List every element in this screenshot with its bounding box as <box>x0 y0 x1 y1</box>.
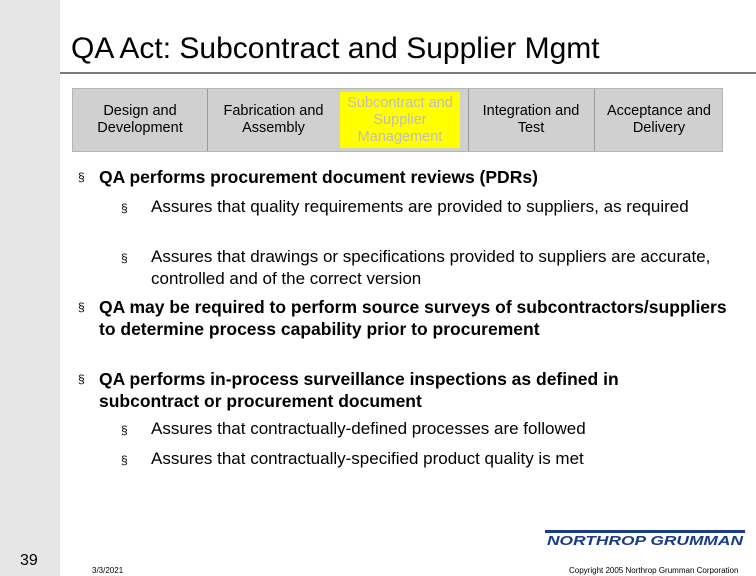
page-number: 39 <box>20 552 38 569</box>
phase-subcontract-supplier-management: Subcontract and Supplier Management <box>340 92 460 148</box>
phase-design-development: Design and Development <box>97 103 183 136</box>
sub-bullet-drawings-specifications: Assures that drawings or specifications provided to suppliers are accurate, controlled and of the correct version <box>151 247 711 288</box>
phase-bar <box>72 88 723 152</box>
left-sidebar-bar <box>0 0 60 576</box>
slide-date: 3/3/2021 <box>92 566 124 575</box>
sub-bullet-processes-followed: Assures that contractually-defined processes are followed <box>151 419 586 438</box>
bullet-source-surveys: QA may be required to perform source surveys of subcontractors/suppliers to determine process capability prior to procurement <box>99 297 727 339</box>
sub-bullet-marker: § <box>121 201 128 215</box>
sub-bullet-marker: § <box>121 251 128 265</box>
logo-wordmark: NORTHROP GRUMMAN <box>547 533 744 548</box>
bullet-marker: § <box>78 300 85 314</box>
sub-bullet-quality-requirements: Assures that quality requirements are provided to suppliers, as required <box>151 197 689 216</box>
bullet-surveillance-inspections: QA performs in-process surveillance inspections as defined in subcontract or procurement document <box>99 369 619 411</box>
phase-acceptance-delivery: Acceptance and Delivery <box>594 89 723 151</box>
phase-fabrication-assembly: Fabrication and Assembly <box>207 89 339 151</box>
slide-title: QA Act: Subcontract and Supplier Mgmt <box>71 32 600 65</box>
sub-bullet-product-quality: Assures that contractually-specified product quality is met <box>151 449 584 468</box>
northrop-grumman-logo <box>545 530 745 548</box>
title-divider <box>60 72 756 74</box>
copyright-notice: Copyright 2005 Northrop Grumman Corporation <box>569 566 739 575</box>
bullet-marker: § <box>78 170 85 184</box>
bullet-pdr-reviews: QA performs procurement document reviews (PDRs) <box>99 167 538 187</box>
sub-bullet-marker: § <box>121 453 128 467</box>
phase-integration-test: Integration and Test <box>468 89 593 151</box>
bullet-marker: § <box>78 372 85 386</box>
sub-bullet-marker: § <box>121 423 128 437</box>
